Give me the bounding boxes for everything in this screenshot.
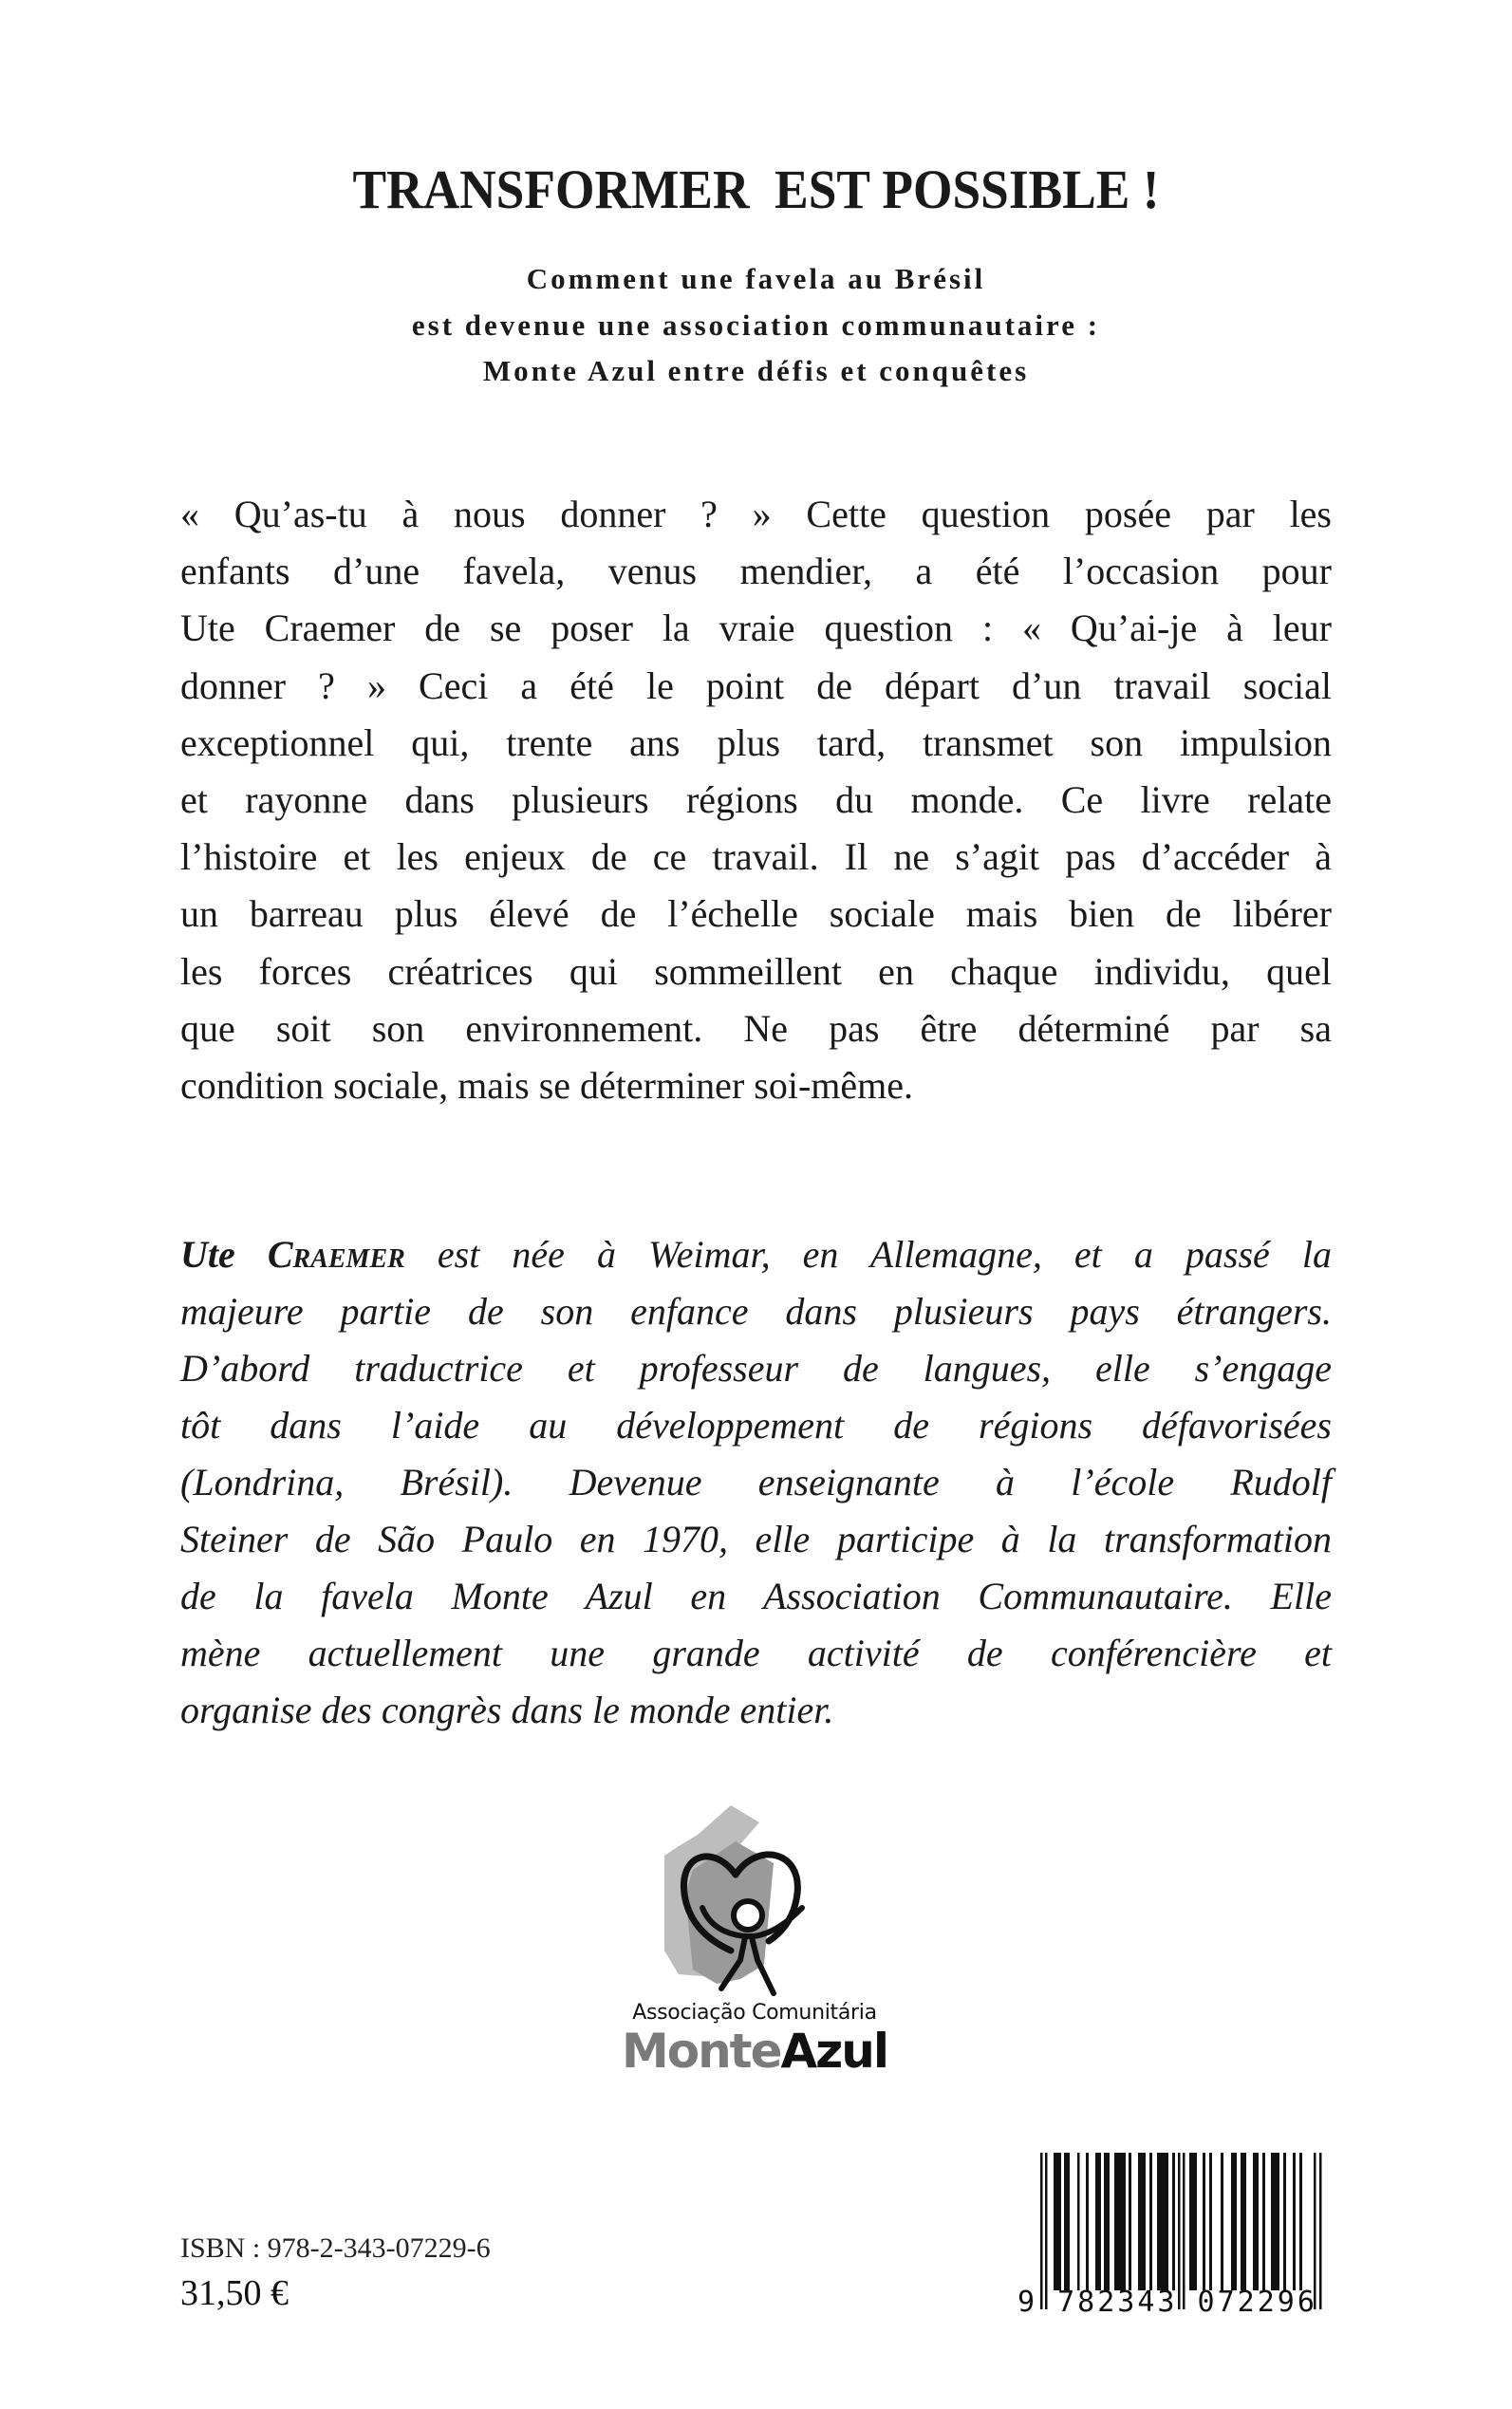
summary-line: enfants d’une favela, venus mendier, a été l’occasion pour [180,550,1332,593]
author-name [180,1233,405,1276]
isbn-number: ISBN : 978-2-343-07229-6 [180,2232,491,2264]
logo-wordmark [598,2025,911,2078]
author-bio [180,1226,1332,1739]
subtitle-line: Comment une favela au Brésil [526,262,986,295]
summary-paragraph [180,486,1332,1114]
logo-association-label: Associação Comunitária [632,2001,877,2025]
summary-line: condition sociale, mais se déterminer soi-même. [180,1063,913,1107]
summary-line: les forces créatrices qui sommeillent en chaque individu, quel [180,949,1332,993]
barcode-digits: 9 782343 072296 [1017,2286,1317,2319]
bio-line [180,1226,1332,1283]
summary-line: Ute Craemer de se poser la vraie question : « Qu’ai-je à leur [180,607,1332,650]
summary-line: et rayonne dans plusieurs régions du monde. Ce livre relate [180,777,1332,821]
author-last-name: Craemer [267,1233,405,1276]
bio-line: Steiner de São Paulo en 1970, elle participe à la transformation [180,1518,1332,1560]
subtitle-line: est devenue une association communautaire : [411,308,1101,342]
book-subtitle [0,256,1512,395]
bio-text: est née à Weimar, en Allemagne, et a passé la [404,1233,1332,1276]
subtitle-line: Monte Azul entre défis et conquêtes [482,354,1030,387]
bio-line: (Londrina, Brésil). Devenue enseignante à l’école Rudolf [180,1461,1332,1503]
book-title: TRANSFORMER EST POSSIBLE ! [352,159,1160,220]
bio-line: majeure partie de son enfance dans plusieurs pays étrangers. [180,1290,1332,1333]
bio-line: D’abord traductrice et professeur de langues, elle s’engage [180,1347,1332,1390]
summary-line: exceptionnel qui, trente ans plus tard, transmet son impulsion [180,720,1332,764]
summary-line: « Qu’as-tu à nous donner ? » Cette question posée par les [180,493,1332,535]
bio-line: mène actuellement une grande activité de conférencière et [180,1632,1332,1674]
summary-line: donner ? » Ceci a été le point de départ d’un travail social [180,663,1332,707]
bio-line: organise des congrès dans le monde entier. [180,1689,834,1731]
logo-wordmark-monte: Monte [621,2024,781,2079]
summary-line: que soit son environnement. Ne pas être déterminé par sa [180,1006,1332,1050]
author-first-name: Ute [180,1233,268,1276]
logo-wordmark-azul: Azul [780,2024,888,2079]
price: 31,50 € [180,2273,289,2313]
bio-line: de la favela Monte Azul en Association Communautaire. Elle [180,1575,1332,1617]
bio-line: tôt dans l’aide au développement de régions défavorisées [180,1404,1332,1447]
summary-line: l’histoire et les enjeux de ce travail. Il ne s’agit pas d’accéder à [180,835,1332,879]
summary-line: un barreau plus élevé de l’échelle sociale mais bien de libérer [180,892,1332,936]
